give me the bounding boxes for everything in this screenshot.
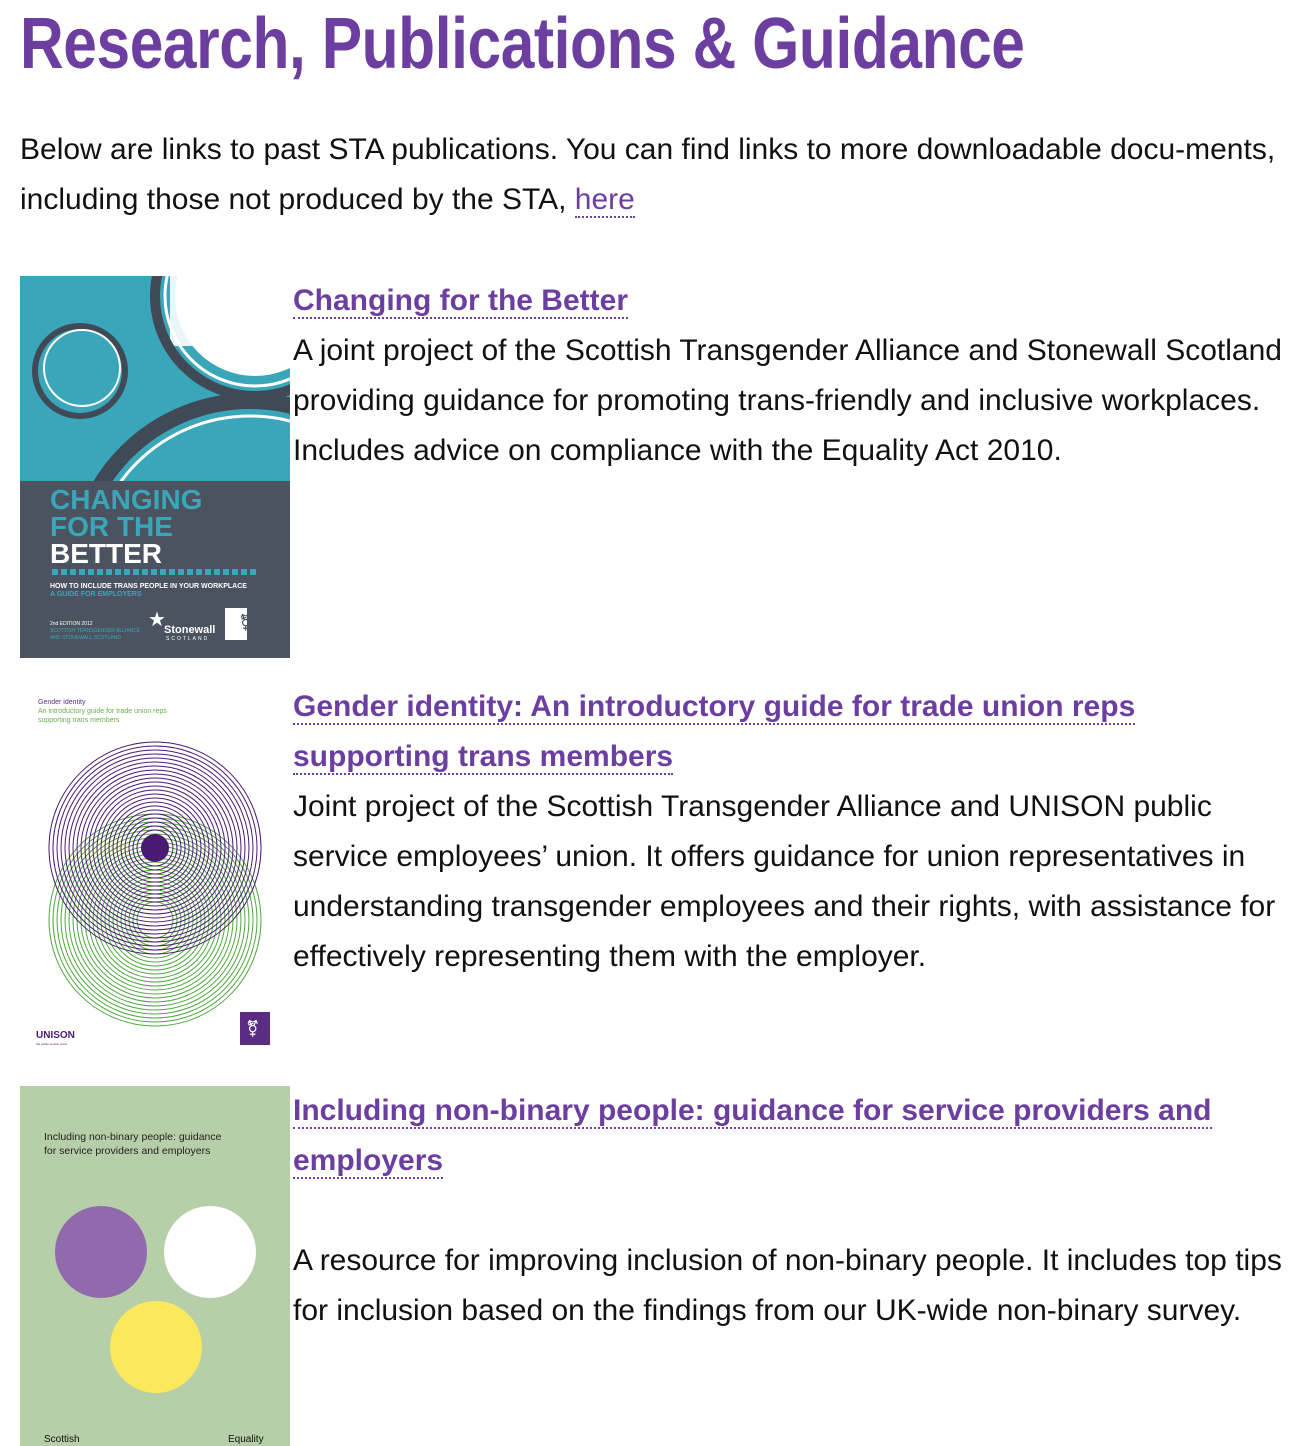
stonewall-logo: Stonewall [164,624,216,636]
cover-gender-identity[interactable] [20,682,290,1052]
cover-text: SCOTLAND [166,636,210,642]
cover-text: AND STONEWALL SCOTLAND [50,635,121,641]
page-title: Research, Publications & Guidance [20,4,1025,84]
cover-changing-for-the-better[interactable] [20,276,290,658]
cover-text: Equality [228,1434,264,1445]
cover-text: Gender identity [38,699,86,706]
cover-text: BETTER [50,538,162,569]
cover-text: FOR THE [50,511,173,542]
publication-item [20,276,1285,658]
unison-logo: UNISON [36,1030,75,1041]
publication-description: A joint project of the Scottish Transgender Alliance and Stonewall Scotland providing guidance for promoting trans-friendly and inclusive workplaces. Includes advice on compliance with the Equality Act 2010. [293,334,1282,467]
publication-link[interactable]: Including non-binary people: guidance for service providers and employers [293,1094,1212,1177]
publication-link[interactable]: Gender identity: An introductory guide for trade union reps supporting trans members [293,690,1136,773]
cover-non-binary[interactable] [20,1086,290,1446]
more-documents-link[interactable]: here [574,183,635,216]
publication-description: Joint project of the Scottish Transgender Alliance and UNISON public service employees’ union. It offers guidance for union representatives in understanding transgender employees and their rights, with assistance for effectively representing them with the employer. [293,790,1276,973]
cover-text: HOW TO INCLUDE TRANS PEOPLE IN YOUR WORKPLACE [50,583,247,590]
publication-item [20,682,1285,1052]
cover-text: 2nd EDITION 2012 [50,621,93,627]
cover-text: CHANGING [50,484,203,515]
cover-text: Including non-binary people: guidance [44,1131,222,1143]
cover-text: Scottish [44,1434,80,1445]
cover-text: for service providers and employers [44,1145,211,1157]
svg-text:★: ★ [148,609,166,631]
cover-text: SCOTTISH TRANSGENDER ALLIANCE [50,628,141,634]
cover-text: A GUIDE FOR EMPLOYERS [50,591,142,598]
publication-item [20,1086,1285,1446]
cover-text: the public service union [36,1042,68,1046]
svg-text:⚧: ⚧ [246,1021,260,1038]
cover-text: An introductory guide for trade union reps [38,708,167,715]
publication-link[interactable]: Changing for the Better [293,284,628,317]
svg-text:⚧: ⚧ [239,615,253,632]
intro-text: Below are links to past STA publications. You can find links to more downloadable docu-ments, including those not produced by the STA, here [20,133,1276,216]
cover-text: supporting trans members [38,717,120,724]
publication-description: A resource for improving inclusion of non-binary people. It includes top tips for inclusion based on the findings from our UK-wide non-binary survey. [293,1244,1282,1327]
